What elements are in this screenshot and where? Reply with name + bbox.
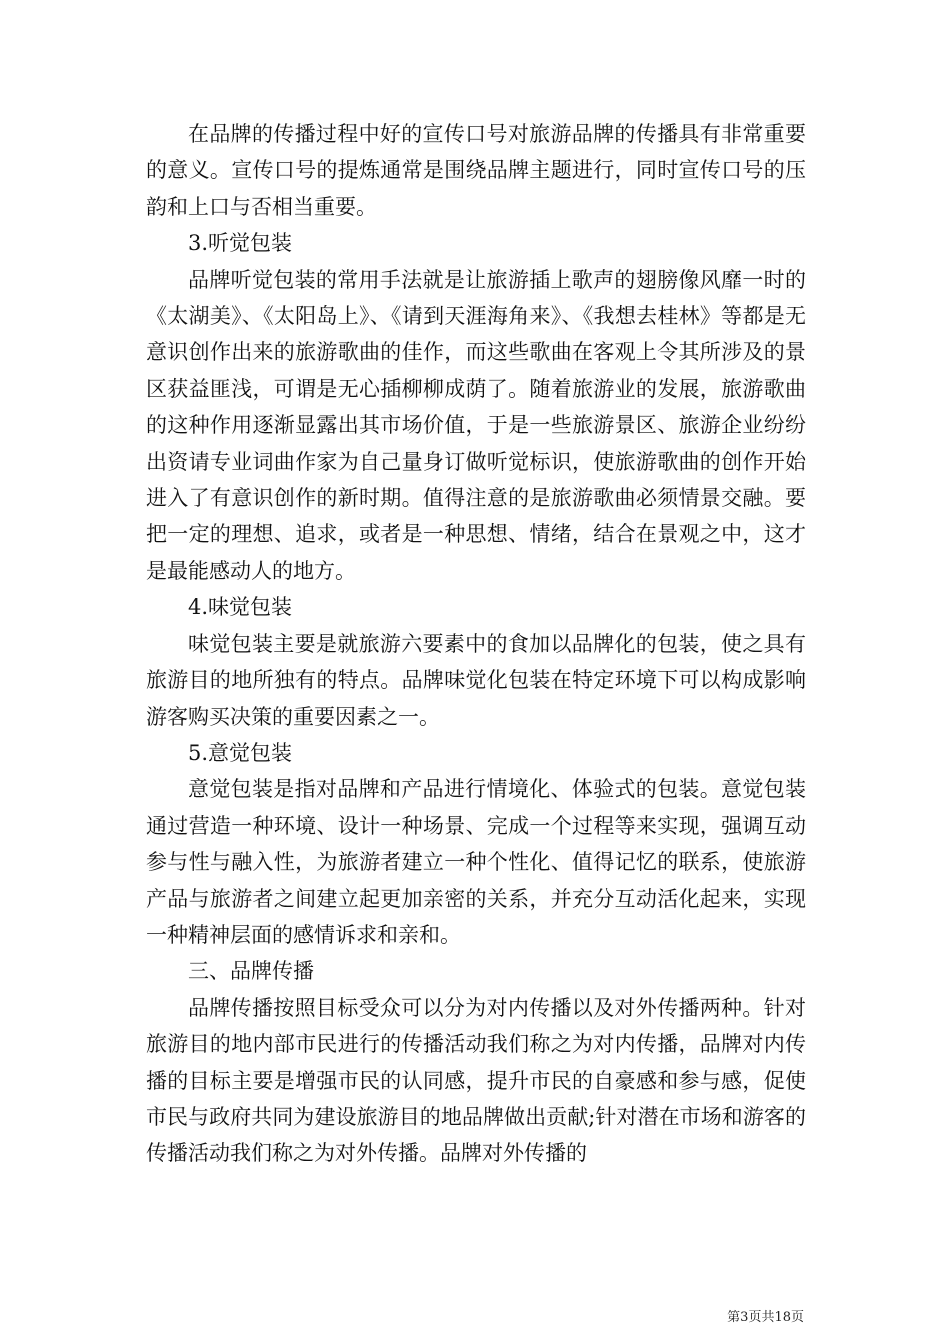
document-body [146,116,806,1172]
paragraph-auditory-packaging: 品牌听觉包装的常用手法就是让旅游插上歌声的翅膀像风靡一时的《太湖美》、《太阳岛上》、《请到天涯海角来》、《我想去桂林》等都是无意识创作出来的旅游歌曲的佳作，而这些歌曲在客观上令其所涉及的景区获益匪浅，可谓是无心插柳柳成荫了。随着旅游业的发展，旅游歌曲的这种作用逐渐显露出其市场价值，于是一些旅游景区、旅游企业纷纷出资请专业词曲作家为自己量身订做听觉标识，使旅游歌曲的创作开始进入了有意识创作的新时期。值得注意的是旅游歌曲必须情景交融。要把一定的理想、追求，或者是一种思想、情绪，结合在景观之中，这才是最能感动人的地方。 [146,267,806,583]
heading-taste-packaging: 4.味觉包装 [188,595,293,620]
paragraph-taste-packaging: 味觉包装主要是就旅游六要素中的食加以品牌化的包装，使之具有旅游目的地所独有的特点。品牌味觉化包装在特定环境下可以构成影响游客购买决策的重要因素之一。 [146,631,806,729]
paragraph-brand-communication: 品牌传播按照目标受众可以分为对内传播以及对外传播两种。针对旅游目的地内部市民进行的传播活动我们称之为对内传播，品牌对内传播的目标主要是增强市民的认同感，提升市民的自豪感和参与感，促使市民与政府共同为建设旅游目的地品牌做出贡献;针对潜在市场和游客的传播活动我们称之为对外传播。品牌对外传播的 [146,995,806,1166]
heading-brand-communication: 三、品牌传播 [188,959,314,984]
heading-sense-packaging: 5.意觉包装 [188,740,293,765]
paragraph-slogan: 在品牌的传播过程中好的宣传口号对旅游品牌的传播具有非常重要的意义。宣传口号的提炼通常是围绕品牌主题进行，同时宣传口号的压韵和上口与否相当重要。 [146,122,806,219]
paragraph-sense-packaging: 意觉包装是指对品牌和产品进行情境化、体验式的包装。意觉包装通过营造一种环境、设计一种场景、完成一个过程等来实现，强调互动参与性与融入性，为旅游者建立一种个性化、值得记忆的联系，使旅游产品与旅游者之间建立起更加亲密的关系，并充分互动活化起来，实现一种精神层面的感情诉求和亲和。 [146,777,806,947]
page-number: 第3页共18页 [727,1310,804,1325]
heading-auditory-packaging: 3.听觉包装 [188,231,293,256]
